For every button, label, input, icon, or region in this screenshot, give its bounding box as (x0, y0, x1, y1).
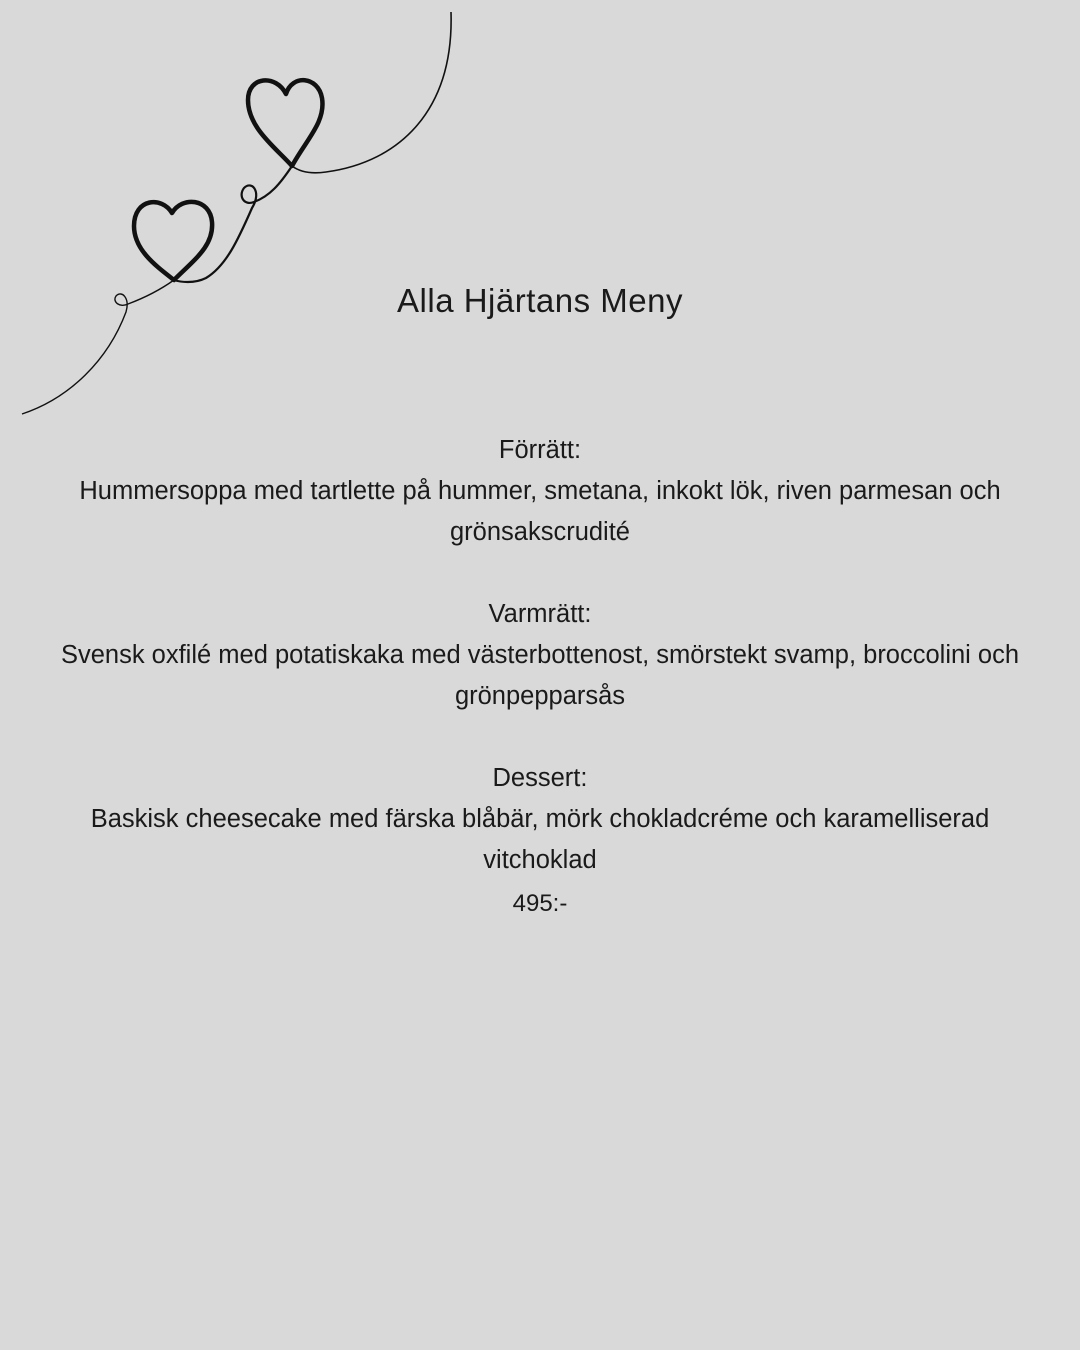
course-main (60, 594, 1020, 717)
course-starter (60, 430, 1020, 553)
upper-heart-icon (248, 80, 323, 166)
course-description: Hummersoppa med tartlette på hummer, smetana, inkokt lök, riven parmesan och grönsakscrudité (79, 477, 1001, 546)
course-heading: Förrätt: (498, 436, 582, 464)
course-heading: Dessert: (492, 764, 588, 792)
balloon-string (292, 12, 451, 173)
menu-courses (60, 430, 1020, 924)
course-description: Baskisk cheesecake med färska blåbär, mörk chokladcréme och karamelliserad vitchoklad (90, 805, 990, 874)
menu-title: Alla Hjärtans Meny (397, 282, 683, 319)
heart-balloons-icon (0, 0, 480, 430)
menu-price: 495:- (512, 890, 568, 917)
course-dessert (60, 758, 1020, 881)
course-description: Svensk oxfilé med potatiskaka med västerbottenost, smörstekt svamp, broccolini och grönpepparsås (60, 641, 1020, 710)
lower-heart-icon (134, 202, 212, 280)
course-heading: Varmrätt: (488, 600, 592, 628)
